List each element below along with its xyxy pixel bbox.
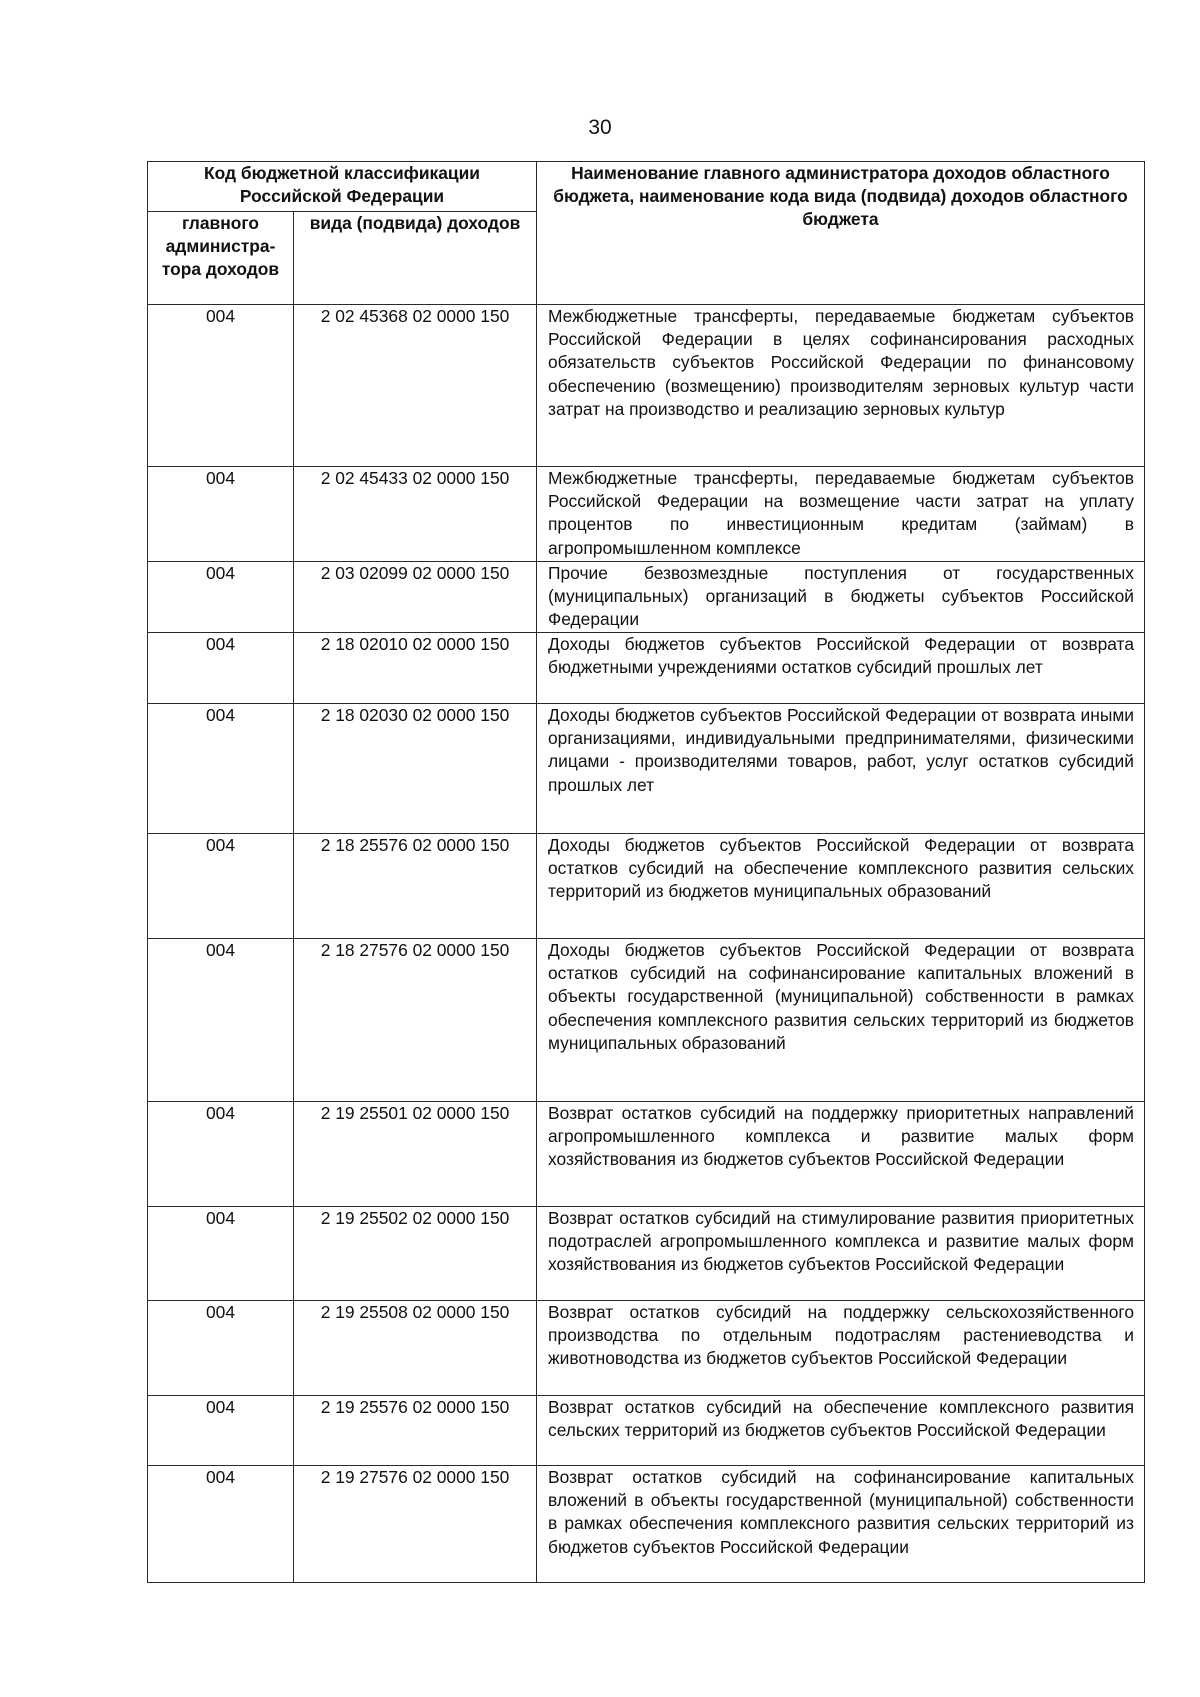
- income-name-cell: Доходы бюджетов субъектов Российской Федерации от возврата остатков субсидий на обеспечение комплексного развития сельских территорий из бюджетов муниципальных образований: [537, 834, 1145, 939]
- table-row: [148, 1102, 1145, 1207]
- income-kind-code-cell: 2 18 02030 02 0000 150: [294, 704, 537, 834]
- income-name-cell: Возврат остатков субсидий на поддержку приоритетных направлений агропромышленного комплекса и развитие малых форм хозяйствования из бюджетов субъектов Российской Федерации: [537, 1102, 1145, 1207]
- income-name-cell: Возврат остатков субсидий на обеспечение комплексного развития сельских территорий из бюджетов субъектов Российской Федерации: [537, 1396, 1145, 1466]
- admin-code-cell: 004: [148, 1466, 294, 1583]
- income-kind-code-cell: 2 03 02099 02 0000 150: [294, 562, 537, 633]
- income-kind-code-cell: 2 02 45433 02 0000 150: [294, 467, 537, 562]
- income-kind-code-cell: 2 02 45368 02 0000 150: [294, 305, 537, 467]
- table-row: [148, 1301, 1145, 1396]
- table-body: [148, 305, 1145, 1583]
- income-kind-code-cell: 2 19 25502 02 0000 150: [294, 1207, 537, 1301]
- table-row: [148, 939, 1145, 1102]
- budget-classification-table: [147, 161, 1145, 1583]
- admin-code-cell: 004: [148, 467, 294, 562]
- income-kind-code-cell: 2 18 27576 02 0000 150: [294, 939, 537, 1102]
- table-row: [148, 834, 1145, 939]
- admin-code-cell: 004: [148, 1396, 294, 1466]
- income-name-cell: Возврат остатков субсидий на стимулирование развития приоритетных подотраслей агропромышленного комплекса и развитие малых форм хозяйствования из бюджетов субъектов Российской Федерации: [537, 1207, 1145, 1301]
- income-name-cell: Возврат остатков субсидий на софинансирование капитальных вложений в объекты государственной (муниципальной) собственности в рамках обеспечения комплексного развития сельских территорий из бюджетов субъектов Российской Федерации: [537, 1466, 1145, 1583]
- income-kind-code-cell: 2 19 27576 02 0000 150: [294, 1466, 537, 1583]
- table-row: [148, 1466, 1145, 1583]
- income-name-cell: Доходы бюджетов субъектов Российской Федерации от возврата остатков субсидий на софинансирование капитальных вложений в объекты государственной (муниципальной) собственности в рамках обеспечения комплексного развития сельских территорий из бюджетов муниципальных образований: [537, 939, 1145, 1102]
- income-kind-code-cell: 2 18 25576 02 0000 150: [294, 834, 537, 939]
- admin-code-cell: 004: [148, 1102, 294, 1207]
- page-number: 30: [588, 116, 612, 139]
- table-row: [148, 467, 1145, 562]
- header-admin-column: главного администра-тора доходов: [148, 212, 294, 305]
- income-name-cell: Возврат остатков субсидий на поддержку сельскохозяйственного производства по отдельным подотраслям растениеводства и животноводства из бюджетов субъектов Российской Федерации: [537, 1301, 1145, 1396]
- table-row: [148, 562, 1145, 633]
- income-kind-code-cell: 2 19 25576 02 0000 150: [294, 1396, 537, 1466]
- admin-code-cell: 004: [148, 1301, 294, 1396]
- income-name-cell: Межбюджетные трансферты, передаваемые бюджетам субъектов Российской Федерации в целях софинансирования расходных обязательств субъектов Российской Федерации по финансовому обеспечению (возмещению) производителям зерновых культур части затрат на производство и реализацию зерновых культур: [537, 305, 1145, 467]
- table-row: [148, 1207, 1145, 1301]
- admin-code-cell: 004: [148, 834, 294, 939]
- table-row: [148, 633, 1145, 704]
- income-name-cell: Межбюджетные трансферты, передаваемые бюджетам субъектов Российской Федерации на возмещение части затрат на уплату процентов по инвестиционным кредитам (займам) в агропромышленном комплексе: [537, 467, 1145, 562]
- income-name-cell: Доходы бюджетов субъектов Российской Федерации от возврата бюджетными учреждениями остатков субсидий прошлых лет: [537, 633, 1145, 704]
- income-name-cell: Прочие безвозмездные поступления от государственных (муниципальных) организаций в бюджеты субъектов Российской Федерации: [537, 562, 1145, 633]
- income-kind-code-cell: 2 19 25501 02 0000 150: [294, 1102, 537, 1207]
- table-row: [148, 305, 1145, 467]
- header-name-column: Наименование главного администратора доходов областного бюджета, наименование кода вида (подвида) доходов областного бюджета: [537, 162, 1145, 305]
- admin-code-cell: 004: [148, 562, 294, 633]
- header-kind-column: вида (подвида) доходов: [294, 212, 537, 305]
- income-kind-code-cell: 2 19 25508 02 0000 150: [294, 1301, 537, 1396]
- header-budget-code-group: Код бюджетной классификации Российской Федерации: [148, 162, 537, 212]
- admin-code-cell: 004: [148, 939, 294, 1102]
- admin-code-cell: 004: [148, 704, 294, 834]
- income-name-cell: Доходы бюджетов субъектов Российской Федерации от возврата иными организациями, индивидуальными предпринимателями, физическими лицами - производителями товаров, работ, услуг остатков субсидий прошлых лет: [537, 704, 1145, 834]
- table-row: [148, 704, 1145, 834]
- admin-code-cell: 004: [148, 633, 294, 704]
- table-row: [148, 1396, 1145, 1466]
- admin-code-cell: 004: [148, 1207, 294, 1301]
- admin-code-cell: 004: [148, 305, 294, 467]
- income-kind-code-cell: 2 18 02010 02 0000 150: [294, 633, 537, 704]
